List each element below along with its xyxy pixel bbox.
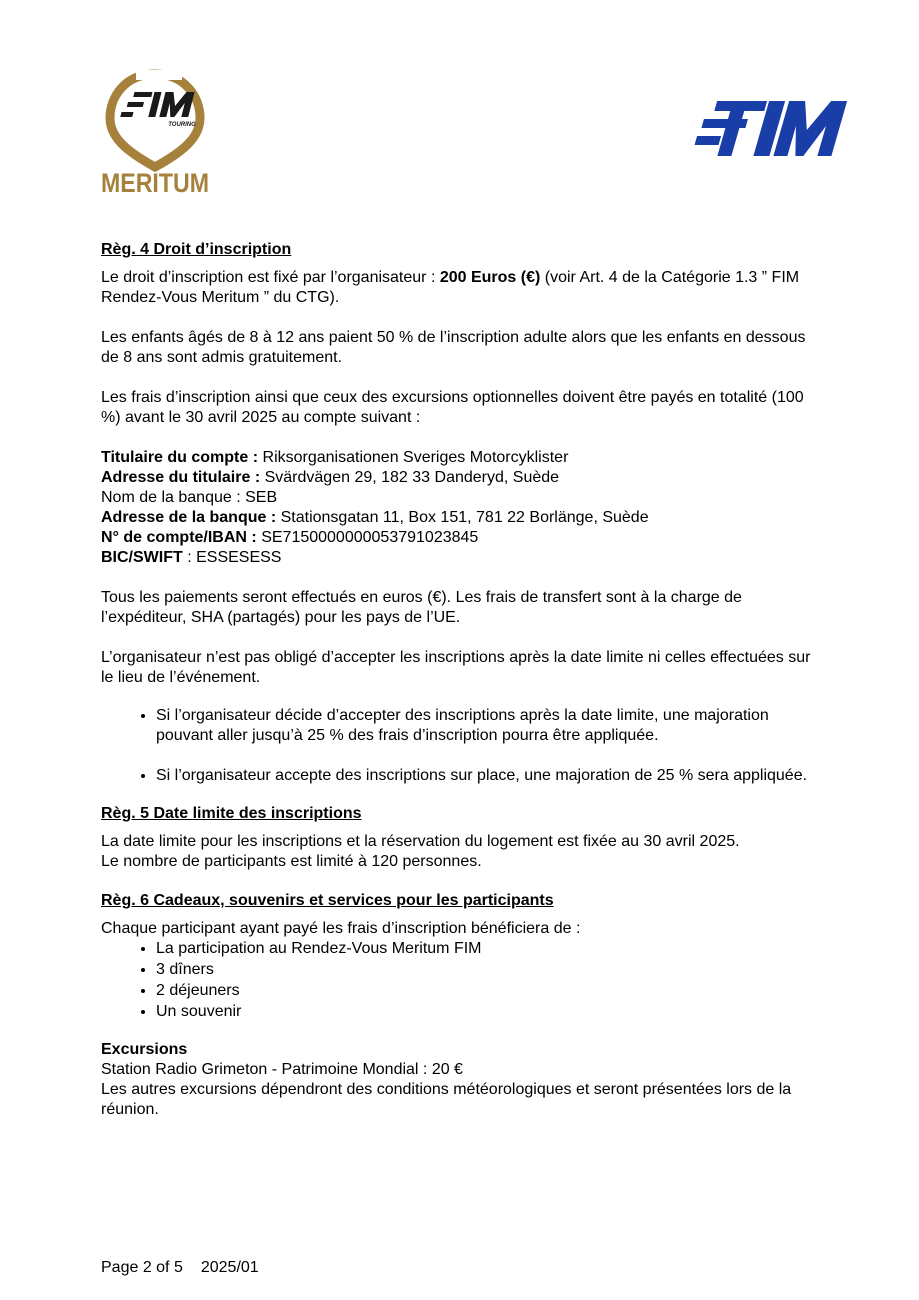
late-registration-list <box>101 706 821 786</box>
excursions-heading: Excursions <box>101 1041 188 1058</box>
reg5-limit: Le nombre de participants est limité à 120 personnes. <box>101 853 482 870</box>
excursion-others: Les autres excursions dépendront des conditions météorologiques et seront présentées lors de la réunion. <box>101 1081 792 1118</box>
reg4-currency-paragraph: Tous les paiements seront effectués en euros (€). Les frais de transfert sont à la charge de l’expéditeur, SHA (partagés) pour les pays de l’UE. <box>101 589 742 626</box>
fim-logo <box>690 98 850 160</box>
list-item: • 2 déjeuners <box>156 981 821 1001</box>
iban: N° de compte/IBAN : SE7150000000053791023845 <box>101 529 479 546</box>
list-item: • Si l’organisateur accepte des inscriptions sur place, une majoration de 25 % sera appliquée. <box>156 766 821 786</box>
list-item: • Un souvenir <box>156 1002 821 1022</box>
meritum-pin-icon <box>98 70 213 198</box>
reg5-heading: Règ. 5 Date limite des inscriptions <box>101 805 362 822</box>
reg4-children-paragraph: Les enfants âgés de 8 à 12 ans paient 50 % de l’inscription adulte alors que les enfants en dessous de 8 ans sont admis gratuitement. <box>101 329 806 366</box>
bank-name: Nom de la banque : SEB <box>101 489 278 506</box>
fim-meritum-logo <box>98 70 213 198</box>
reg4-late-paragraph: L’organisateur n’est pas obligé d’accepter les inscriptions après la date limite ni celles effectuées sur le lieu de l’événement. <box>101 649 811 686</box>
reg5-deadline: La date limite pour les inscriptions et la réservation du logement est fixée au 30 avril 2025. <box>101 833 740 850</box>
bank-details <box>101 448 821 568</box>
document-body <box>101 240 821 1120</box>
reg4-heading: Règ. 4 Droit d’inscription <box>101 241 292 258</box>
participant-services-list <box>101 939 821 1022</box>
list-item: • 3 dîners <box>156 960 821 980</box>
svg-text:MERITUM: MERITUM <box>101 168 209 198</box>
document-date: 2025/01 <box>200 1259 259 1276</box>
reg6-intro: Chaque participant ayant payé les frais d’inscription bénéficiera de : <box>101 920 581 937</box>
excursion-grimeton: Station Radio Grimeton - Patrimoine Mondial : 20 € <box>101 1061 463 1078</box>
bic-swift: BIC/SWIFT : ESSESESS <box>101 549 282 566</box>
account-holder: Titulaire du compte : Riksorganisationen Sveriges Motorcyklister <box>101 449 569 466</box>
page-number: Page 2 of 5 <box>101 1259 183 1276</box>
list-item: • Si l’organisateur décide d’accepter des inscriptions après la date limite, une majoration pouvant aller jusqu’à 25 % des frais d’inscription pourra être appliquée. <box>156 706 821 746</box>
bank-address: Adresse de la banque : Stationsgatan 11, Box 151, 781 22 Borlänge, Suède <box>101 509 649 526</box>
reg6-heading: Règ. 6 Cadeaux, souvenirs et services pour les participants <box>101 892 554 909</box>
svg-text:TOURING: TOURING <box>168 122 196 128</box>
holder-address: Adresse du titulaire : Svärdvägen 29, 182 33 Danderyd, Suède <box>101 469 560 486</box>
list-item: • La participation au Rendez-Vous Meritum FIM <box>156 939 821 959</box>
reg4-payment-paragraph: Les frais d’inscription ainsi que ceux des excursions optionnelles doivent être payés en totalité (100 %) avant le 30 avril 2025 au compte suivant : <box>101 389 804 426</box>
reg4-fee-paragraph: Le droit d’inscription est fixé par l’organisateur : 200 Euros (€) (voir Art. 4 de la Catégorie 1.3 ” FIM Rendez-Vous Meritum ” du CTG). <box>101 269 800 306</box>
fim-logo-icon <box>690 98 850 160</box>
page-footer <box>101 1259 277 1277</box>
